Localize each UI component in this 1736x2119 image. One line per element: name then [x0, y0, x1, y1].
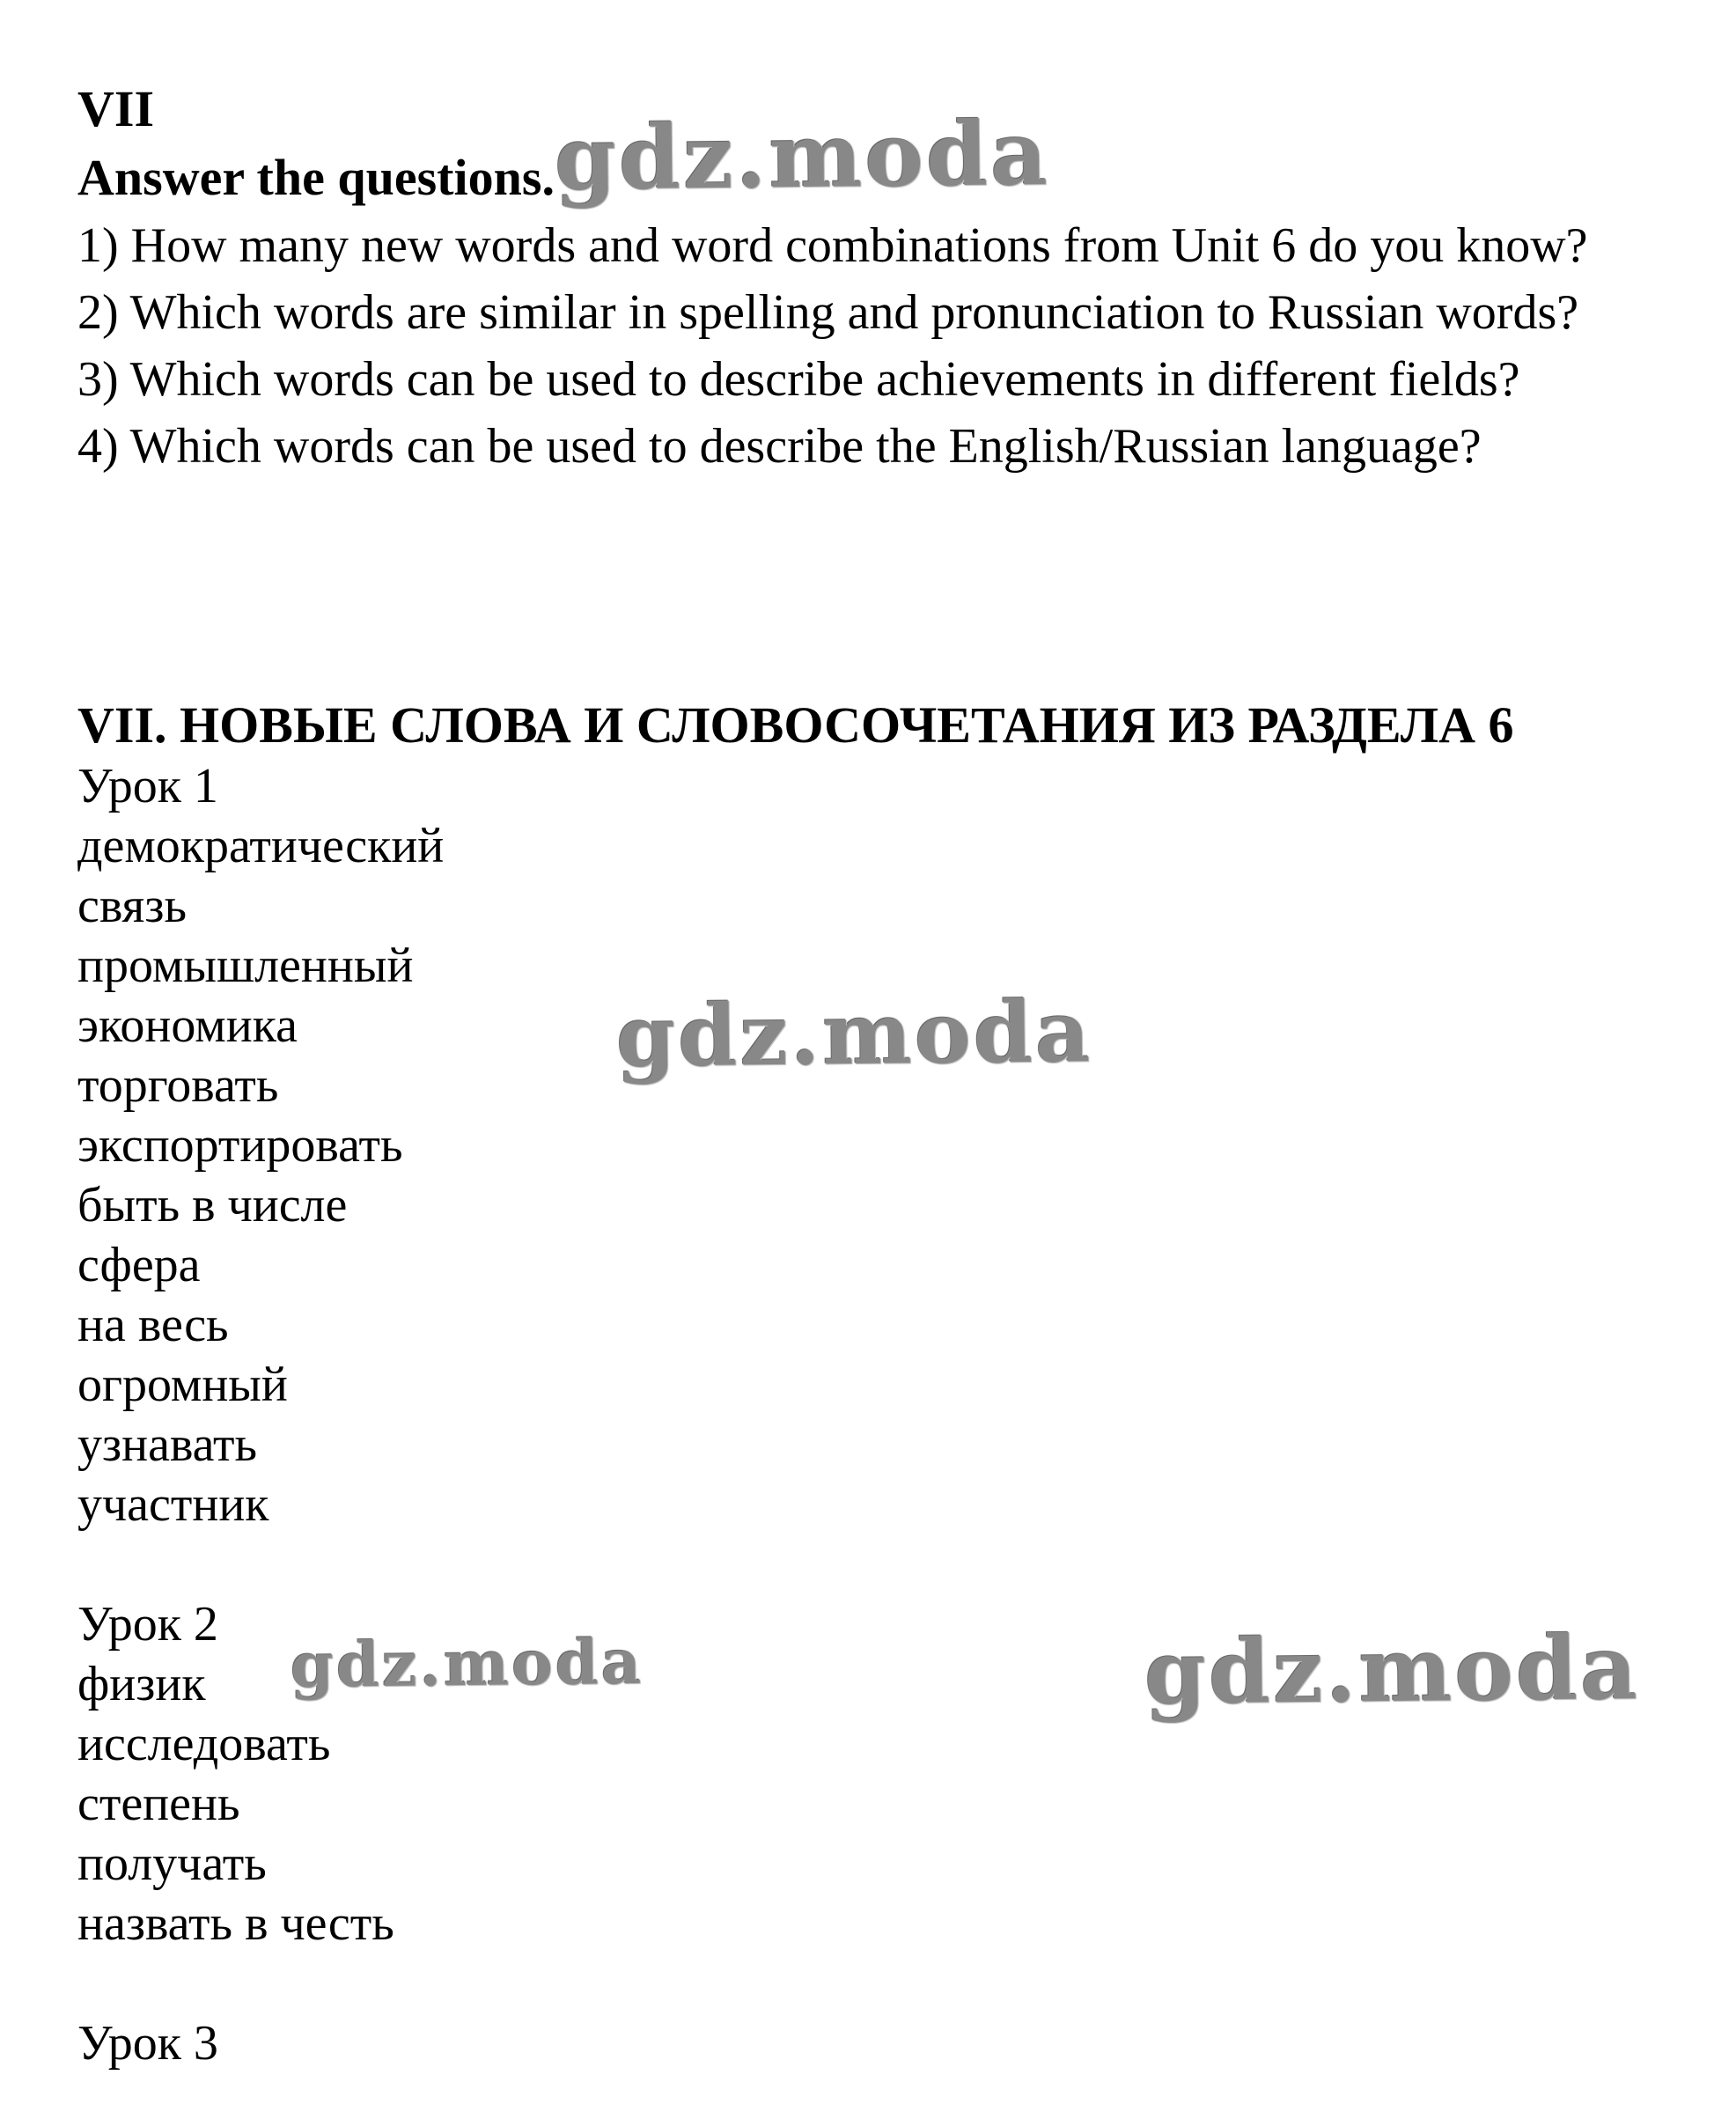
word-item: на весь	[77, 1298, 229, 1352]
word-item: экспортировать	[77, 1118, 403, 1173]
word-item: степень	[77, 1777, 240, 1831]
gdz-moda-watermark: gdz.moda	[290, 1624, 644, 1703]
word-item: связь	[77, 879, 187, 933]
answer-section-heading: VII. НОВЫЕ СЛОВА И СЛОВОСОЧЕТАНИЯ ИЗ РАЗДЕЛА 6	[77, 696, 1514, 754]
word-item: демократический	[77, 819, 445, 873]
question-line: 2) Which words are similar in spelling and pronunciation to Russian words?	[77, 285, 1579, 340]
word-item: быть в числе	[77, 1178, 348, 1232]
word-item: сфера	[77, 1238, 201, 1292]
word-item: получать	[77, 1836, 267, 1891]
word-item: исследовать	[77, 1717, 331, 1771]
lesson-3-title: Урок 3	[77, 2016, 218, 2071]
word-item: торговать	[77, 1058, 279, 1113]
word-item: огромный	[77, 1357, 288, 1412]
word-item: назвать в честь	[77, 1896, 394, 1951]
lesson-1-title: Урок 1	[77, 759, 218, 813]
word-item: узнавать	[77, 1417, 258, 1472]
gdz-moda-watermark: gdz.moda	[615, 982, 1093, 1086]
question-line: 4) Which words can be used to describe the English/Russian language?	[77, 419, 1482, 474]
exercise-title: Answer the questions.	[77, 149, 555, 206]
question-line: 1) How many new words and word combinations from Unit 6 do you know?	[77, 218, 1588, 273]
exercise-number: VII	[77, 80, 155, 137]
gdz-moda-watermark: gdz.moda	[554, 101, 1051, 210]
word-item: участник	[77, 1477, 269, 1532]
question-line: 3) Which words can be used to describe achievements in different fields?	[77, 352, 1520, 407]
word-item: промышленный	[77, 938, 414, 993]
word-item: физик	[77, 1657, 206, 1711]
lesson-2-title: Урок 2	[77, 1597, 218, 1652]
word-item: экономика	[77, 998, 298, 1053]
page-content	[77, 75, 1710, 2073]
gdz-moda-watermark: gdz.moda	[1144, 1615, 1641, 1725]
